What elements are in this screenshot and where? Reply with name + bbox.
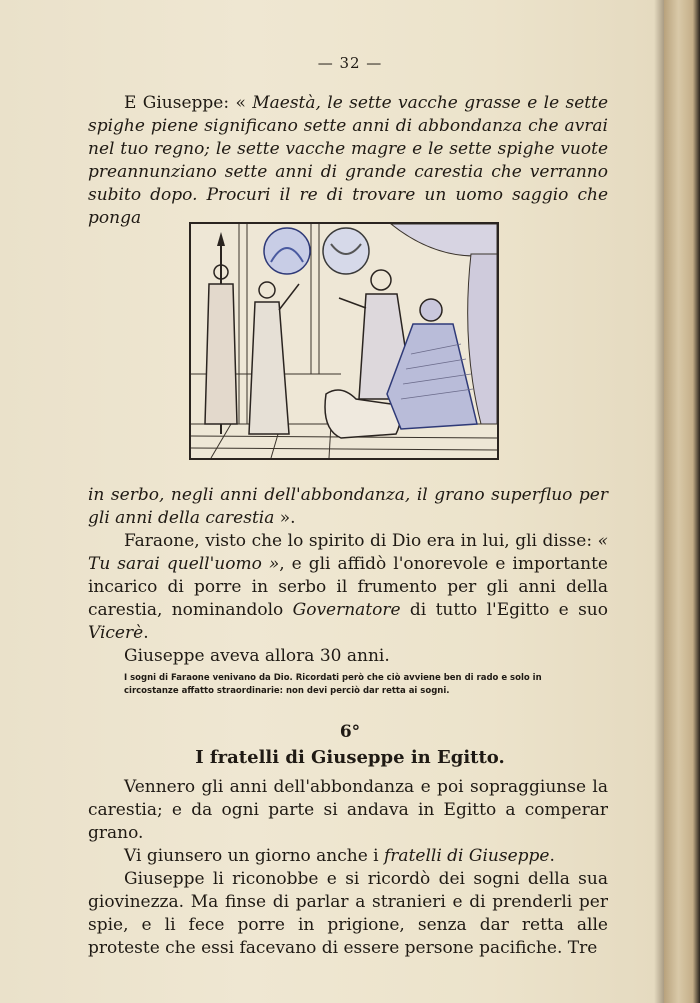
text-block-bottom — [88, 776, 608, 960]
text-block-middle — [88, 484, 608, 668]
pharaoh-text-4: . — [143, 623, 149, 643]
title-vicere: Vicerè — [88, 623, 144, 643]
book-spine — [664, 0, 700, 1003]
page-edge-shadow — [654, 0, 664, 1003]
joseph-quote: Maestà, le sette vacche grasse e le sette spighe piene significano sette anni di abbondanza che avrai nel tuo regno; le sette vacche magre e le sette spighe vuote preannunziano sette anni di grande carestia che verranno subito dopo. Procuri il re di trovare un uomo saggio che ponga — [88, 93, 609, 228]
speaker-intro: E Giuseppe: « — [124, 93, 246, 113]
section-number: 6° — [339, 722, 361, 742]
pharaoh-text-3: di tutto l'Egitto e suo — [400, 600, 608, 620]
quote-closing: ». — [274, 508, 296, 528]
paragraph-joseph-age: Giuseppe aveva allora 30 anni. — [124, 646, 390, 666]
engraving-icon — [191, 224, 497, 458]
text-block-top — [88, 92, 608, 230]
brothers-emphasis: fratelli di Giuseppe — [384, 846, 550, 866]
joseph-quote-continued: in serbo, negli anni dell'abbondanza, il grano superfluo per gli anni della carestia — [88, 485, 608, 528]
pharaoh-text-1: Faraone, visto che lo spirito di Dio era in lui, gli disse: — [124, 531, 598, 551]
paragraph-brothers-arrive — [88, 845, 608, 868]
paragraph-famine: Vennero gli anni dell'abbondanza e poi sopraggiunse la carestia; e da ogni parte si andava in Egitto a comperar grano. — [88, 777, 608, 843]
illustration-joseph-before-pharaoh — [189, 222, 499, 460]
pharaoh-text-2: , e gli affidò l'onorevole e importante incarico di porre in serbo il frumento per gli anni della carestia, nominandolo — [88, 554, 608, 620]
paragraph-joseph-speech — [88, 92, 608, 230]
footnote: I sogni di Faraone venivano da Dio. Ricordati però che ciò avviene ben di rado e solo in circostanze affatto straordinarie: non devi perciò dar retta ai sogni. — [124, 673, 542, 696]
section-title: I fratelli di Giuseppe in Egitto. — [195, 747, 505, 768]
paragraph-joseph-speech-continued — [88, 484, 608, 530]
paragraph-pharaoh-appoints — [88, 530, 608, 645]
title-governatore: Governatore — [292, 600, 401, 620]
brothers-text-1: Vi giunsero un giorno anche i — [124, 846, 385, 866]
page-number: — 32 — — [317, 54, 383, 72]
brothers-text-2: . — [549, 846, 555, 866]
paragraph-joseph-recognizes: Giuseppe li riconobbe e si ricordò dei sogni della sua giovinezza. Ma finse di parlar a stranieri e di prenderli per spie, e li fece porre in prigione, senza dar retta alle proteste che essi facevano di essere persone pacifiche. Tre — [88, 869, 608, 958]
pharaoh-quote: « Tu sarai quell'uomo » — [88, 531, 608, 574]
